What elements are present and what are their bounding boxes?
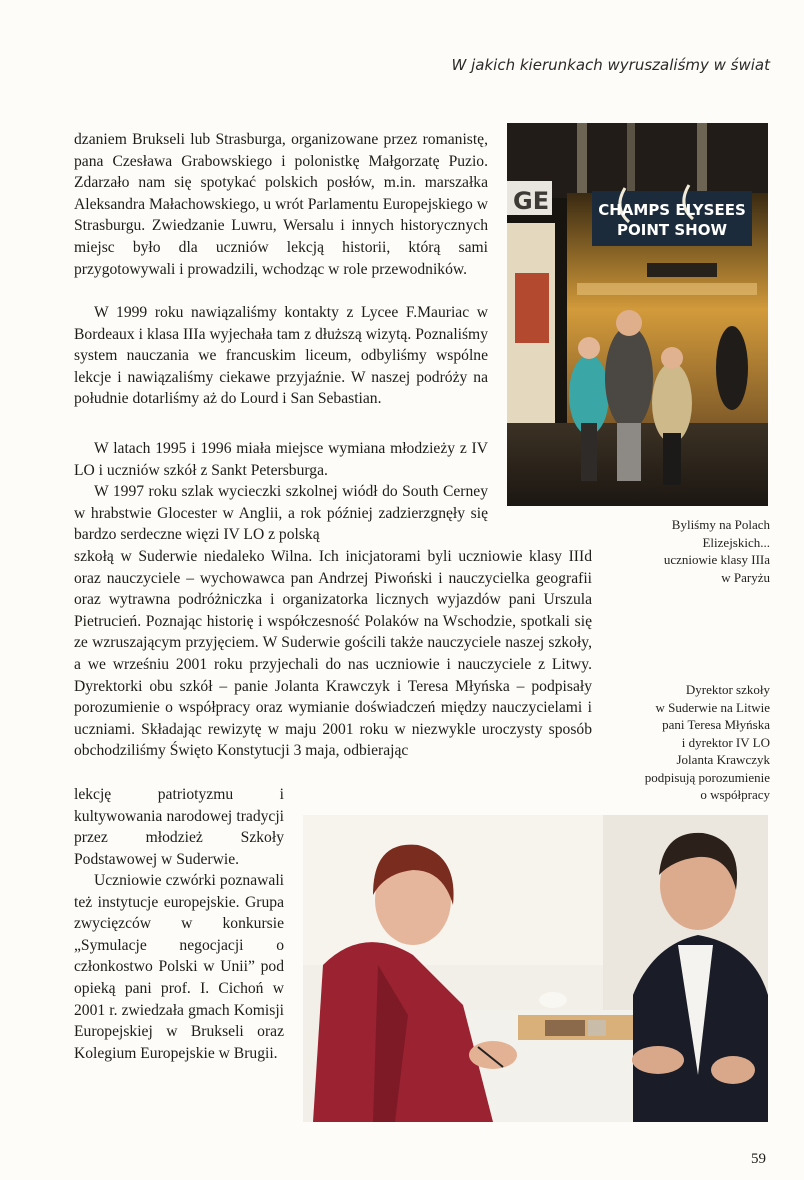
caption-agreement-line: o współpracy — [700, 787, 770, 802]
caption-agreement — [645, 681, 770, 804]
caption-paris-line: w Paryżu — [721, 569, 770, 585]
paragraph-petersburg: W latach 1995 i 1996 miała miejsce wymiana młodzieży z IV LO i uczniów szkół z Sankt Petersburga. — [74, 440, 488, 479]
paragraph-england: W 1997 roku szlak wycieczki szkolnej wiódł do South Cerney w hrabstwie Glocester w Anglii, a rok później zadzierzgnęły się bardzo serdeczne więzi IV LO z polską — [74, 483, 488, 544]
sign-left-letters: GE — [513, 187, 550, 215]
caption-agreement-line: i dyrektor IV LO — [681, 734, 770, 750]
caption-paris — [664, 516, 770, 586]
photo-directors-signing — [303, 815, 768, 1122]
photo-champs-elysees — [507, 123, 768, 506]
running-header: W jakich kierunkach wyruszaliśmy w świat — [451, 56, 770, 74]
caption-agreement-line: Jolanta Krawczyk — [676, 752, 770, 767]
paragraph-patriotism: lekcję patriotyzmu i kultywowania narodowej tradycji przez młodzież Szkoły Podstawowej w Suderwie. — [74, 786, 284, 868]
paragraph-bordeaux: W 1999 roku nawiązaliśmy kontakty z Lycee F.Mauriac w Bordeaux i klasa IIIa wyjechała tam z dłuższą wizytą. Poznaliśmy system nauczania we francuskim liceum, odbyliśmy wspólne lekcje i nawiązaliśmy ciekawe przyjaźnie. W naszej podróży na południe dotarliśmy aż do Lourd i San Sebastian. — [74, 304, 488, 408]
caption-agreement-line: podpisują porozumienie — [644, 769, 770, 785]
paragraph-brussels: dzaniem Brukseli lub Strasburga, organizowane przez romanistę, pana Czesława Grabowskiego i polonistkę Małgorzatę Puzio. Zdarzało nam się spotykać polskich posłów, m.in. marszałka Aleksandra Małachowskiego, u wrót Parlamentu Europejskiego w Strasburgu. Zwiedzanie Luwru, Wersalu i innych historycznych miejsc było dla uczniów lekcją historii, którą sami przygotowywali i prowadzili, wchodząc w role przewodników. — [74, 131, 488, 278]
caption-agreement-line: Dyrektor szkoły — [685, 682, 770, 697]
caption-agreement-line: pani Teresa Młyńska — [662, 717, 770, 732]
sign-champs-elysees: CHAMPS ELYSEES — [598, 201, 746, 219]
caption-paris-line: uczniowie klasy IIIa — [663, 552, 770, 567]
paragraph-suderwa: szkołą w Suderwie niedaleko Wilna. Ich inicjatorami byli uczniowie klasy IIId oraz nauczyciele – wychowawca pan Andrzej Piwoński i nauczycielka geografii oraz wytrawna podróżniczka i organizatorka licznych wyjazdów pani Urszula Pietrucień. Poznając historię i współczesność Polaków na Wschodzie, spotkali się ze wzruszającym przyjęciem. W Suderwie gościli także nauczyciele naszej szkoły, a we wrześniu 2001 roku przyjechali do nas uczniowie i nauczyciele z Litwy. Dyrektorki obu szkół – panie Jolanta Krawczyk i Teresa Młyńska – podpisały porozumienie o współpracy oraz wymianie doświadczeń między nauczycielami i uczniami. Składając rewizytę w maju 2001 roku w niezwykle uroczysty sposób obchodziliśmy Święto Konstytucji 3 maja, odbierając — [74, 548, 592, 760]
caption-paris-line: Byliśmy na Polach — [671, 517, 770, 532]
page-number: 59 — [751, 1151, 766, 1167]
caption-agreement-line: w Suderwie na Litwie — [655, 699, 770, 715]
paragraph-european-institutions: Uczniowie czwórki poznawali też instytucje europejskie. Grupa zwycięzców w konkursie „Symulacje negocjacji o członkostwo Polski w Unii” pod opieką pani prof. I. Cichoń w 2001 r. zwiedzała gmach Komisji Europejskiej w Brukseli oraz Kolegium Europejskie w Brugii. — [74, 872, 284, 1062]
caption-paris-line: Elizejskich... — [702, 534, 770, 550]
sign-point-show: POINT SHOW — [617, 221, 727, 239]
